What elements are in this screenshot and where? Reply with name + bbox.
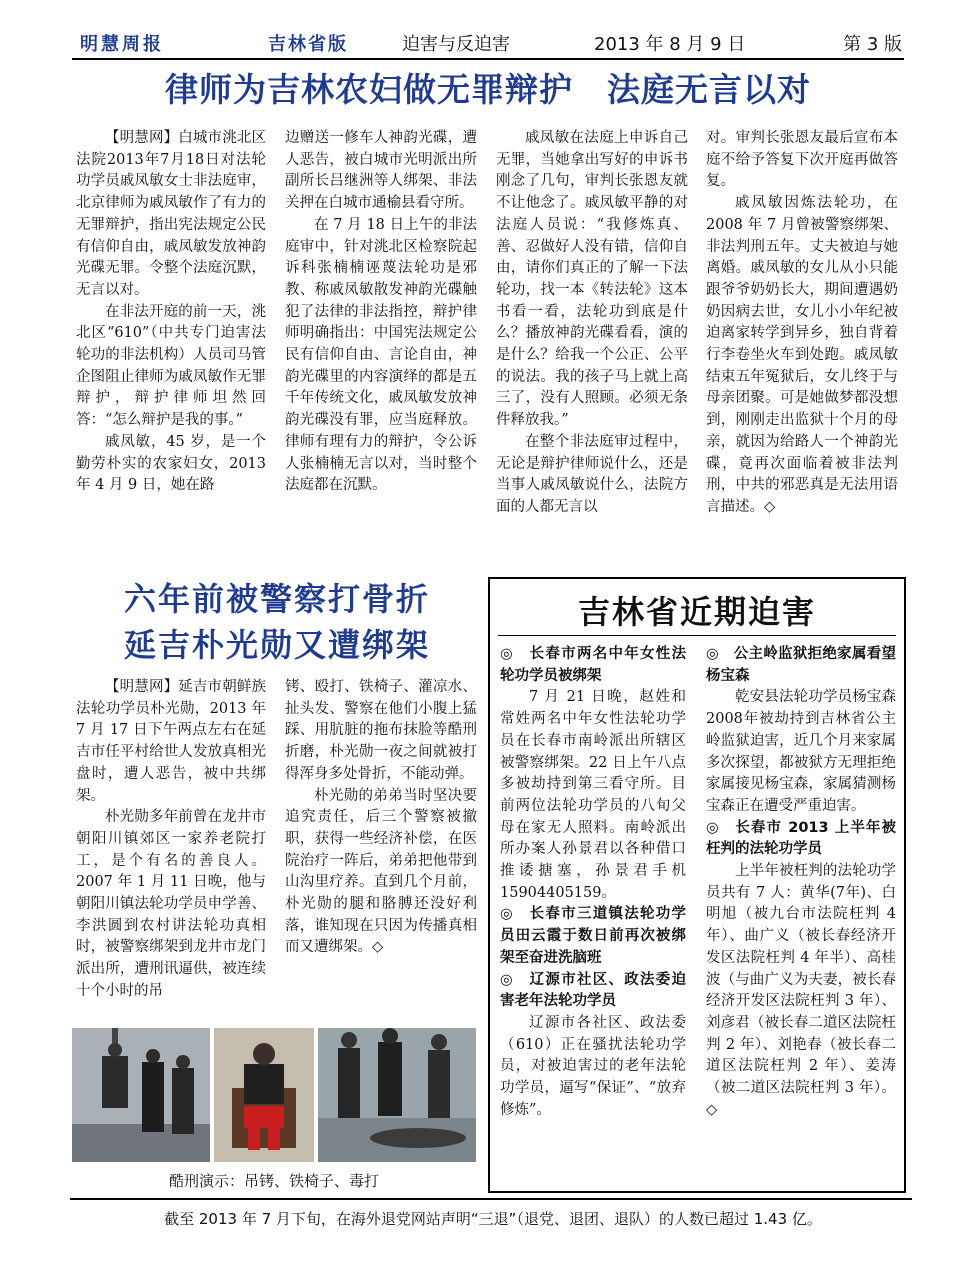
sidebar-item-heading: ◎ 长春市两名中年女性法轮功学员被绑架 xyxy=(500,646,686,684)
sidebar-title-divider xyxy=(498,635,896,636)
article1-headline: 律师为吉林农妇做无罪辩护 法庭无言以对 xyxy=(165,70,811,109)
article2-column-2 xyxy=(285,677,477,959)
footer-notice: 截至 2013 年 7 月下旬，在海外退党网站声明“三退”（退党、退团、退队）的人数已超过 1.43 亿。 xyxy=(164,1210,822,1228)
paragraph: 在整个非法庭审过程中，无论是辩护律师说什么，还是当事人戚凤敏说什么，法院方面的人都无言以 xyxy=(496,433,688,515)
section-label: 迫害与反迫害 xyxy=(402,34,510,55)
sidebar-item-body: 上半年被枉判的法轮功学员共有 7 人：黄华(7年)、白明旭（被九台市法院枉判 4 年）、曲广义（被长春经济开发区法院枉判 4 年半）、高桂波（与曲广义为夫妻，被长春经济开发区法院枉判 3 年）、刘彦君（被长春二道区法院枉判 2 年）、刘艳春（被长春二道区法院枉判 2 年）、姜涛（被二道区法院枉判 3 年）。◇ xyxy=(706,863,896,1118)
article2-headline-line2: 延吉朴光勋又遭绑架 xyxy=(123,626,430,664)
photo-caption: 酷刑演示：吊铐、铁椅子、毒打 xyxy=(168,1172,379,1190)
paragraph: 朴光勋多年前曾在龙井市朝阳川镇郊区一家养老院打工，是个有名的善良人。2007 年 1 月 11 日晚，他与朝阳川镇法轮功学员申学善、李洪圆到农村讲法轮功真相时，被警察绑架到龙井市龙门派出所，遭刑讯逼供，被连续十个小时的吊 xyxy=(76,809,266,999)
torture-demonstration-photos xyxy=(72,1028,476,1162)
paragraph: 边赠送一修车人神韵光碟，遭人恶告，被白城市光明派出所副所长吕继洲等人绑架、非法关押在白城市通榆县看守所。 xyxy=(285,130,477,212)
article2-headline-line1: 六年前被警察打骨折 xyxy=(123,580,430,618)
paragraph: 戚凤敏在法庭上申诉自己无罪，当她拿出写好的申诉书刚念了几句，审判长张恩友就不让他念了。戚凤敏平静的对法庭人员说：“我修炼真、善、忍做好人没有错，信仰自由，请你们真正的了解一下法轮功，找一本《转法轮》这本书看一看，法轮功到底是什么？播放神韵光碟看看，演的是什么？给我一个公正、公平的说法。我的孩子马上就上高三了，没有人照顾。必须无条件释放我。” xyxy=(496,130,688,429)
footer-divider xyxy=(70,1198,912,1200)
sidebar-item-heading: ◎ 公主岭监狱拒绝家属看望杨宝森 xyxy=(706,646,896,684)
issue-date: 2013 年 8 月 9 日 xyxy=(594,34,746,55)
sidebar-column-2 xyxy=(706,644,896,1121)
article1-column-4 xyxy=(706,128,898,519)
article1-column-1 xyxy=(76,128,266,497)
sidebar-item-body: 乾安县法轮功学员杨宝森2008年被劫持到吉林省公主岭监狱迫害，近几个月来家属多次探望，都被狱方无理拒绝家属接见杨宝森，家属猜测杨宝森正在遭受严重迫害。 xyxy=(706,689,896,814)
sidebar-item-heading: ◎ 长春市 2013 上半年被枉判的法轮功学员 xyxy=(706,819,896,858)
paragraph: 戚凤敏因炼法轮功，在2008 年 7 月曾被警察绑架、非法判刑五年。丈夫被迫与她离婚。戚凤敏的女儿从小只能跟爷爷奶奶长大，期间遭遇奶奶因病去世，女儿小小年纪被迫离家转学到异乡，独自背着行李卷坐火车到处跑。戚凤敏结束五年冤狱后，女儿终于与母亲团聚。可是她做梦都没想到，刚刚走出监狱十个月的母亲，就因为给路人一个神韵光碟，竟再次面临着被非法判刑，中共的邪恶真是无法用语言描述。◇ xyxy=(706,195,898,515)
masthead-divider xyxy=(72,58,904,60)
photo-iron-chair xyxy=(214,1028,314,1162)
paragraph: 铐、殴打、铁椅子、灌凉水、扯头发、警察在他们小腹上猛踩、用肮脏的拖布抹脸等酷刑折磨，朴光勋一夜之间就被打得浑身多处骨折，不能动弹。 xyxy=(285,679,477,782)
sidebar-item-body: 7 月 21 日晚，赵姓和常姓两名中年女性法轮功学员在长春市南岭派出所辖区被警察绑架。22 日上午八点多被劫持到第三看守所。目前两位法轮功学员的八旬父母在家无人照料。南岭派出所办案人孙景君以各种借口推诿搪塞，孙景君手机15904405159。 xyxy=(500,689,686,901)
article2-column-1 xyxy=(76,677,266,1003)
paragraph: 在 7 月 18 日上午的非法庭审中，针对洮北区检察院起诉科张楠楠诬蔑法轮功是邪教、称戚凤敏散发神韵光碟触犯了法律的非法指控，辩护律师明确指出：中国宪法规定公民有信仰自由、言论自由，神韵光碟里的内容演绎的都是五千年传统文化，戚凤敏发放神韵光碟没有罪，应当庭释放。律师有理有力的辩护，令公诉人张楠楠无言以对，当时整个法庭都在沉默。 xyxy=(285,216,477,494)
masthead xyxy=(72,30,904,58)
paragraph: 对。审判长张恩友最后宣布本庭不给予答复下次开庭再做答复。 xyxy=(706,130,898,190)
sidebar-item-heading: ◎ 长春市三道镇法轮功学员田云霞于数日前再次被绑架至奋进洗脑班 xyxy=(500,906,686,966)
paragraph: 戚凤敏，45 岁，是一个勤劳朴实的农家妇女，2013 年 4 月 9 日，她在路 xyxy=(76,433,266,494)
page-number: 第 3 版 xyxy=(843,34,902,55)
article1-column-3 xyxy=(496,128,688,519)
paragraph: 【明慧网】白城市洮北区法院2013年7月18日对法轮功学员戚凤敏女士非法庭审，北京律师为戚凤敏作了有力的无罪辩护，指出宪法规定公民有信仰自由，戚凤敏发放神韵光碟无罪。令整个法庭沉默，无言以对。 xyxy=(76,130,266,298)
photo-hanging-handcuffs xyxy=(72,1028,210,1162)
photo-beating xyxy=(318,1028,476,1162)
sidebar-title: 吉林省近期迫害 xyxy=(577,593,816,631)
newspaper-name: 明慧周报 xyxy=(80,34,164,55)
paragraph: 在非法开庭的前一天，洮北区“610”（中共专门迫害法轮功的非法机构）人员司马管企图阻止律师为戚凤敏作无罪辩护，辩护律师坦然回答：“怎么辩护是我的事。” xyxy=(76,303,266,429)
paragraph: 【明慧网】延吉市朝鲜族法轮功学员朴光勋，2013 年 7 月 17 日下午两点左右在延吉市任平村给世人发放真相光盘时，遭人恶告，被中共绑架。 xyxy=(76,679,266,804)
sidebar-column-1 xyxy=(500,644,686,1121)
paragraph: 朴光勋的弟弟当时坚决要追究责任，后三个警察被撤职，获得一些经济补偿，在医院治疗一阵后，弟弟把他带到山沟里疗养。直到几个月前，朴光勋的腿和胳膊还没好利落，谁知现在只因为传播真相而又遭绑架。◇ xyxy=(285,787,477,956)
article1-column-2 xyxy=(285,128,477,497)
sidebar-item-heading: ◎ 辽源市社区、政法委迫害老年法轮功学员 xyxy=(500,971,686,1010)
sidebar-item-body: 辽源市各社区、政法委（610）正在骚扰法轮功学员，对被迫害过的老年法轮功学员，逼写“保证”、“放弃修炼”。 xyxy=(500,1014,686,1118)
edition-label: 吉林省版 xyxy=(268,34,348,55)
